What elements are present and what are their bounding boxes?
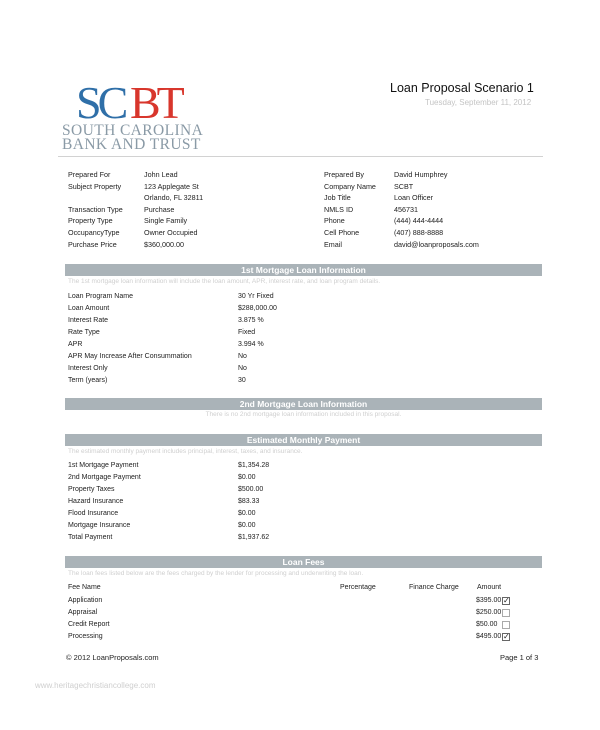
first-mortgage-note: The 1st mortgage loan information will include the loan amount, APR, interest rate, and loan program details. <box>68 278 381 285</box>
info-value: (407) 888-8888 <box>394 227 444 237</box>
bank-name-line-1: SOUTH CAROLINA <box>62 122 204 139</box>
amount-column-header: Amount <box>477 584 502 591</box>
info-value: 456731 <box>394 204 418 214</box>
bank-name-line-2: BANK AND TRUST <box>62 136 201 153</box>
info-value: David Humphrey <box>394 170 448 179</box>
fee-name-column-header: Fee Name <box>68 584 101 591</box>
finance-charge-checkbox[interactable]: ✓ <box>503 632 510 641</box>
info-row <box>324 192 534 204</box>
info-value: Orlando, FL 32811 <box>144 193 204 203</box>
row-label: Hazard Insurance <box>68 498 124 505</box>
info-label: Purchase Price <box>68 239 117 249</box>
monthly-payment-note: The estimated monthly payment includes principal, interest, taxes, and insurance. <box>68 448 303 455</box>
row-value: 30 Yr Fixed <box>238 293 274 300</box>
info-value: Single Family <box>144 216 188 226</box>
scbt-logo-mark <box>76 80 184 122</box>
row-label: Flood Insurance <box>68 510 119 517</box>
info-row <box>324 227 534 239</box>
svg-text:SC: SC <box>76 80 125 122</box>
row-label: Term (years) <box>68 377 108 384</box>
row-value: $500.00 <box>238 486 264 493</box>
info-row <box>68 227 268 239</box>
row-label: Mortgage Insurance <box>68 522 131 529</box>
fee-amount: $250.00 <box>476 609 502 616</box>
footer-page-number: Page 1 of 3 <box>500 653 539 662</box>
row-label: Rate Type <box>68 329 100 336</box>
row-value: 3.994 % <box>238 341 264 348</box>
info-row <box>68 169 268 181</box>
info-row <box>68 215 268 227</box>
finance-charge-checkbox[interactable] <box>502 609 510 617</box>
header-divider <box>58 156 543 157</box>
footer-copyright: © 2012 LoanProposals.com <box>66 653 159 662</box>
borrower-info <box>68 169 268 250</box>
info-row <box>68 239 268 251</box>
row-value: $83.33 <box>238 498 260 505</box>
first-mortgage-header: 1st Mortgage Loan Information <box>65 264 542 276</box>
row-value: Fixed <box>238 329 256 336</box>
loan-fees-header: Loan Fees <box>65 556 542 568</box>
info-row <box>324 239 534 251</box>
info-row <box>324 215 534 227</box>
info-value: Owner Occupied <box>144 227 198 237</box>
document-date: Tuesday, September 11, 2012 <box>425 98 532 107</box>
info-label: OccupancyType <box>68 227 120 237</box>
info-row <box>324 204 534 216</box>
info-row <box>324 169 534 181</box>
info-row <box>324 181 534 193</box>
row-label: Interest Rate <box>68 317 109 324</box>
row-value: 3.875 % <box>238 317 264 324</box>
row-value: $0.00 <box>238 510 256 517</box>
fee-name: Appraisal <box>68 609 98 616</box>
info-value: (444) 444-4444 <box>394 216 444 226</box>
info-row <box>68 204 268 216</box>
info-label: Subject Property <box>68 181 122 191</box>
row-label: APR <box>68 341 83 348</box>
fee-row <box>68 595 538 607</box>
info-value: Purchase <box>144 204 175 214</box>
fee-amount: $50.00 <box>476 621 498 628</box>
info-label: Prepared By <box>324 170 364 179</box>
watermark-text: www.heritagechristiancollege.com <box>35 681 156 690</box>
finance-charge-checkbox[interactable] <box>502 621 510 629</box>
row-label: Loan Program Name <box>68 293 133 300</box>
row-label: Interest Only <box>68 365 108 372</box>
fee-amount: $395.00 <box>476 597 502 604</box>
row-label: Property Taxes <box>68 486 115 493</box>
row-value: No <box>238 353 247 360</box>
info-label: Email <box>324 239 342 249</box>
info-label: Property Type <box>68 216 113 226</box>
info-value: 123 Applegate St <box>144 181 199 191</box>
row-label: APR May Increase After Consummation <box>68 353 192 360</box>
monthly-payment-header: Estimated Monthly Payment <box>65 434 542 446</box>
info-value: SCBT <box>394 181 414 191</box>
info-label: Phone <box>324 216 345 226</box>
info-value: $360,000.00 <box>144 239 184 249</box>
loan-fees-note: The loan fees listed below are the fees charged by the lender for processing and underwriting the loan. <box>68 570 364 577</box>
info-label: Cell Phone <box>324 227 360 237</box>
row-value: $288,000.00 <box>238 305 277 312</box>
scbt-logo <box>62 80 204 155</box>
row-label: Loan Amount <box>68 305 110 312</box>
second-mortgage-note: There is no 2nd mortgage loan information included in this proposal. <box>205 411 402 418</box>
fee-amount: $495.00 <box>476 633 502 640</box>
row-label: 2nd Mortgage Payment <box>68 474 141 481</box>
row-value: $1,937.62 <box>238 534 270 541</box>
row-value: $1,354.28 <box>238 462 270 469</box>
row-label: Total Payment <box>68 534 113 541</box>
row-value: 30 <box>238 377 246 384</box>
info-value: John Lead <box>144 170 178 179</box>
fee-row <box>68 607 538 619</box>
percentage-column-header: Percentage <box>340 584 376 591</box>
document-title: Loan Proposal Scenario 1 <box>390 81 534 95</box>
fee-row <box>68 619 538 631</box>
preparer-info <box>324 169 534 250</box>
finance-charge-column-header: Finance Charge <box>409 584 459 591</box>
info-label: Prepared For <box>68 170 111 179</box>
info-label: Company Name <box>324 181 376 191</box>
fee-row <box>68 631 538 643</box>
row-value: $0.00 <box>238 522 256 529</box>
info-row <box>68 192 268 204</box>
row-label: 1st Mortgage Payment <box>68 462 139 469</box>
info-row <box>68 181 268 193</box>
info-value: Loan Officer <box>394 193 434 203</box>
svg-text:BT: BT <box>130 80 181 122</box>
second-mortgage-header: 2nd Mortgage Loan Information <box>65 398 542 410</box>
info-label: NMLS ID <box>324 204 354 214</box>
row-value: $0.00 <box>238 474 256 481</box>
row-value: No <box>238 365 247 372</box>
fee-name: Application <box>68 597 103 604</box>
info-label: Transaction Type <box>68 204 123 214</box>
info-value: david@loanproposals.com <box>394 239 479 249</box>
finance-charge-checkbox[interactable]: ✓ <box>503 596 510 605</box>
fee-name: Credit Report <box>68 621 110 628</box>
info-label: Job Title <box>324 193 351 203</box>
fee-name: Processing <box>68 633 103 640</box>
